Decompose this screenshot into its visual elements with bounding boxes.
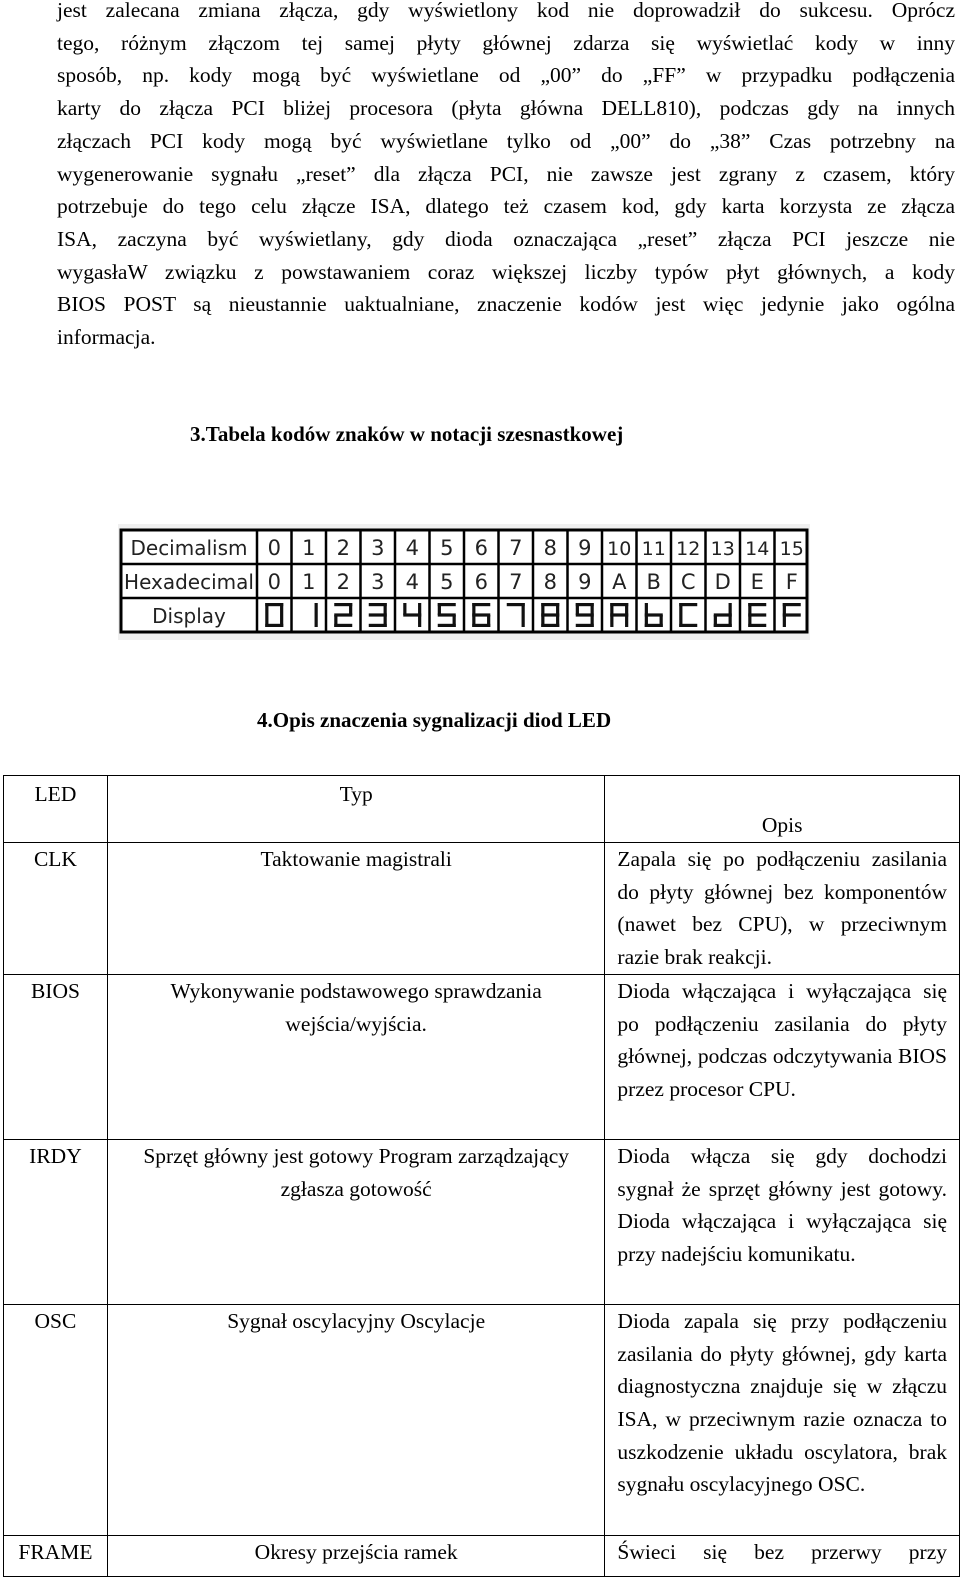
led-table — [3, 775, 960, 1577]
decimal-value: 4 — [405, 536, 419, 560]
led-description: Dioda zapala się przy podłączeniu zasilania do płyty głównej, gdy karta diagnostyczna znajduje się w złączu ISA, w przeciwnym razie oznacza to uszkodzenie układu oscylatora, brak sygnału oscylacyjnego OSC. — [605, 1304, 960, 1535]
hex-value: D — [714, 570, 731, 594]
hex-table-row-label: Decimalism — [130, 536, 248, 560]
led-description: Świeci się bez przerwy przy — [605, 1535, 960, 1576]
intro-line: BIOS POST są nieustannie uaktualniane, znaczenie kodów jest więc jedynie jako ogólna — [57, 292, 955, 317]
led-description: Dioda włączająca i wyłączająca się po podłączeniu zasilania do płyty głównej, podczas odczytywania BIOS przez procesor CPU. — [605, 974, 960, 1139]
led-type: Sprzęt główny jest gotowy Program zarządzający zgłasza gotowość — [107, 1139, 605, 1304]
hex-value: C — [680, 570, 696, 594]
led-table-header — [4, 776, 960, 843]
table-row — [4, 843, 960, 975]
intro-line: informacja. — [57, 325, 156, 350]
decimal-value: 8 — [543, 536, 557, 560]
decimal-value: 11 — [641, 538, 666, 560]
hex-table-row-label: Hexadecimal — [124, 570, 254, 594]
intro-line: jest zalecana zmiana złącza, gdy wyświetlony kod nie doprowadził do sukcesu. Oprócz — [57, 0, 955, 22]
led-name: CLK — [4, 843, 108, 975]
hex-value: 2 — [336, 570, 350, 594]
led-name: IRDY — [4, 1139, 108, 1304]
table-row — [4, 1139, 960, 1304]
decimal-value: 2 — [336, 536, 350, 560]
hex-code-table-graphic — [118, 524, 810, 640]
section-3-title: 3.Tabela kodów znaków w notacji szesnastkowej — [190, 422, 624, 446]
intro-paragraph — [57, 0, 955, 354]
hex-value: 3 — [371, 570, 385, 594]
intro-line: ISA, zaczyna być wyświetlany, gdy dioda oznaczająca „reset” złącza PCI jeszcze nie — [57, 226, 955, 251]
led-name: OSC — [4, 1304, 108, 1535]
decimal-value: 7 — [509, 536, 523, 560]
intro-line: złączach PCI kody mogą być wyświetlane tylko od „00” do „38” Czas potrzebny na — [57, 128, 955, 153]
led-name: FRAME — [4, 1535, 108, 1576]
hex-table-row-label: Display — [152, 604, 226, 628]
decimal-value: 0 — [267, 536, 281, 560]
header-typ: Typ — [107, 776, 605, 843]
led-type: Okresy przejścia ramek — [107, 1535, 605, 1576]
table-row — [4, 1304, 960, 1535]
intro-line: karty do złącza PCI bliżej procesora (płyta główna DELL810), podczas gdy na innych — [57, 96, 955, 121]
hex-value: 8 — [543, 570, 557, 594]
led-type: Sygnał oscylacyjny Oscylacje — [107, 1304, 605, 1535]
hex-value: 5 — [440, 570, 454, 594]
intro-line: potrzebuje do tego celu złącze ISA, dlatego też czasem kod, gdy karta korzysta ze złącza — [57, 194, 955, 219]
decimal-value: 9 — [578, 536, 592, 560]
intro-line: tego, różnym złączom tej samej płyty głównej zdarza się wyświetlać kody w inny — [57, 30, 955, 55]
section-4-title: 4.Opis znaczenia sygnalizacji diod LED — [257, 708, 612, 732]
header-opis: Opis — [605, 776, 960, 843]
hex-value: 6 — [474, 570, 488, 594]
hex-value: 4 — [405, 570, 419, 594]
intro-line: sposób, np. kody mogą być wyświetlane od „00” do „FF” w przypadku podłączenia — [57, 63, 955, 88]
hex-value: E — [750, 570, 764, 594]
table-row — [4, 974, 960, 1139]
led-description: Dioda włącza się gdy dochodzi sygnał że sprzęt główny jest gotowy. Dioda włączająca i wyłączająca się przy nadejściu komunikatu. — [605, 1139, 960, 1304]
decimal-value: 12 — [676, 538, 701, 560]
decimal-value: 10 — [607, 538, 632, 560]
decimal-value: 1 — [302, 536, 316, 560]
hex-value: A — [612, 570, 627, 594]
hex-value: 7 — [509, 570, 523, 594]
intro-line: wygasłaW związku z powstawaniem coraz większej liczby typów płyt głównych, a kody — [57, 259, 955, 284]
header-led: LED — [4, 776, 108, 843]
hex-value: F — [785, 570, 798, 594]
hex-value: 9 — [578, 570, 592, 594]
led-name: BIOS — [4, 974, 108, 1139]
decimal-value: 15 — [779, 538, 804, 560]
hex-code-table — [118, 524, 810, 640]
decimal-value: 14 — [745, 538, 770, 560]
led-description: Zapala się po podłączeniu zasilania do płyty głównej bez komponentów (nawet bez CPU), w przeciwnym razie brak reakcji. — [605, 843, 960, 975]
decimal-value: 6 — [474, 536, 488, 560]
decimal-value: 13 — [710, 538, 735, 560]
decimal-value: 3 — [371, 536, 385, 560]
seven-segment-digit — [315, 603, 318, 627]
hex-value: 0 — [267, 570, 281, 594]
led-type: Taktowanie magistrali — [107, 843, 605, 975]
hex-value: 1 — [302, 570, 316, 594]
table-row — [4, 1535, 960, 1576]
intro-line: wygenerowanie sygnału „reset” dla złącza PCI, nie zawsze jest zgrany z czasem, który — [57, 161, 955, 186]
decimal-value: 5 — [440, 536, 454, 560]
hex-value: B — [646, 570, 661, 594]
led-type: Wykonywanie podstawowego sprawdzania wejścia/wyjścia. — [107, 974, 605, 1139]
